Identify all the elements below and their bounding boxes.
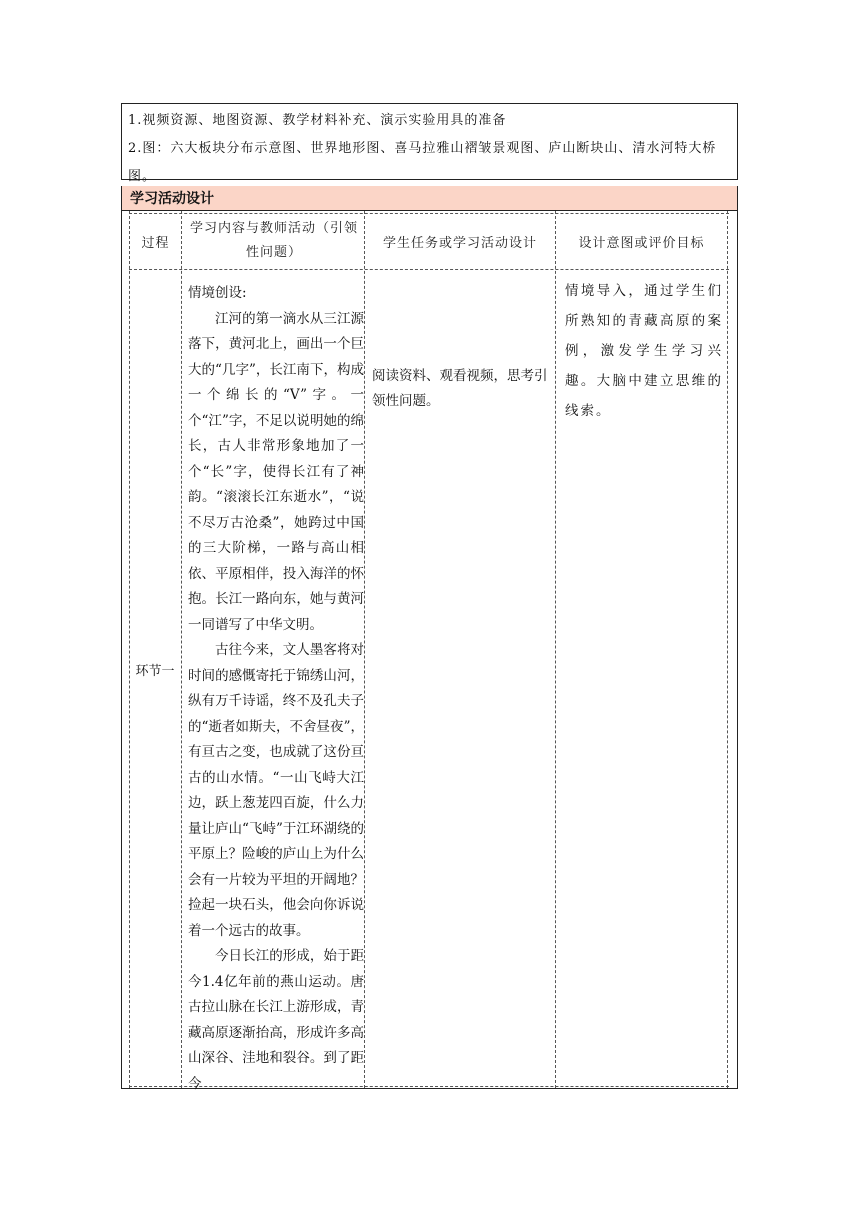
- header-process: 过程: [141, 236, 170, 251]
- section-title: 学习活动设计: [121, 186, 738, 211]
- content-cell: [188, 281, 364, 1097]
- table-inner-right-line: [727, 211, 728, 1088]
- content-title: 情境创设:: [188, 285, 247, 301]
- prep-line-2: 2.图：六大板块分布示意图、世界地形图、喜马拉雅山褶皱景观图、庐山断块山、清水河特大桥图。: [128, 141, 717, 184]
- activity-table: [121, 211, 738, 1092]
- header-student-task: 学生任务或学习活动设计: [382, 236, 537, 251]
- prep-line-1: 1.视频资源、地图资源、教学材料补充、演示实验用具的准备: [128, 113, 507, 128]
- header-design-intent: 设计意图或评价目标: [578, 236, 705, 251]
- column-divider-2: [364, 211, 365, 1088]
- student-task-cell: 阅读资料、观看视频，思考引领性问题。: [372, 368, 548, 409]
- header-bottom-line: [129, 269, 729, 270]
- stage-label: 环节一: [135, 664, 175, 679]
- content-paragraph-1: 江河的第一滴水从三江源落下，黄河北上，画出一个巨大的“几字”，长江南下，构成一个绵长的“V”字。一个“江”字，不足以说明她的绵长，古人非常形象地加了一个“长”字，使得长江有了神韵。“滚滚长江东逝水”，“说不尽万古沧桑”，她跨过中国的三大阶梯，一路与高山相依、平原相伴，投入海洋的怀抱。长江一路向东，她与黄河一同谱写了中华文明。: [188, 310, 364, 633]
- content-paragraph-3: 今日长江的形成，始于距今1.4亿年前的燕山运动。唐古拉山脉在长江上游形成，青藏高原逐渐抬高，形成许多高山深谷、洼地和裂谷。到了距今: [188, 948, 364, 1092]
- header-content: 学习内容与教师活动（引领性问题）: [189, 221, 358, 260]
- column-divider-3: [555, 211, 556, 1088]
- content-paragraph-2: 古往今来，文人墨客将对时间的感慨寄托于锦绣山河，纵有万千诗谣，终不及孔夫子的“逝者如斯夫，不舍昼夜”，有亘古之变，也成就了这份亘古的山水情。“一山飞峙大江边，跃上葱茏四百旋，什么力量让庐山“飞峙”于江环湖绕的平原上？险峻的庐山上为什么会有一片较为平坦的开阔地？捡起一块石头，他会向你诉说着一个远古的故事。: [188, 642, 364, 939]
- table-inner-left-line: [129, 211, 130, 1088]
- header-top-line: [129, 213, 729, 214]
- design-intent-cell: 情境导入，通过学生们所熟知的青藏高原的案例，激发学生学习兴趣。大脑中建立思维的线索。: [565, 283, 723, 419]
- resource-preparation-box: [121, 103, 738, 184]
- column-divider-1: [181, 211, 182, 1088]
